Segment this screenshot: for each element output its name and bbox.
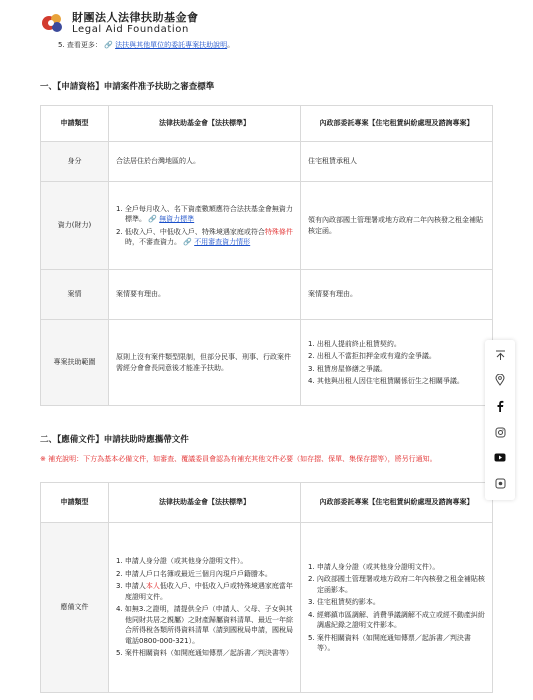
list-item: 3. 住宅租賃契約影本。 [308,598,380,606]
list-item: 4. 其他與出租人因住宅租賃關係衍生之相關爭議。 [308,377,464,385]
see-more-link[interactable]: 法扶與其他單位的委託專案扶助說明 [115,41,228,49]
cell-laf-case: 案情要有理由。 [109,270,301,320]
self-highlight-text: 本人 [145,582,160,591]
row-type-case: 案情 [41,270,109,320]
see-more-line [58,40,234,50]
header-type: 申請類型 [41,106,109,142]
list-item [116,648,293,659]
logo-org-name-zh: 財團法人法律扶助基金會 [72,10,199,24]
no-means-standard-link[interactable]: 無資力標準 [159,215,195,223]
row-type-documents: 應備文件 [41,523,109,693]
link-icon: 🔗 [183,238,192,246]
location-pin-icon[interactable] [485,371,515,389]
documents-table [40,482,493,693]
table-row [41,270,493,320]
financial-item-2-post: 時，不審查資力。 [125,238,181,246]
site-header[interactable] [40,8,199,38]
app-icon[interactable] [485,474,515,492]
cell-laf-identity: 合法居住於台灣地區的人。 [109,142,301,182]
list-item: 4. 經鄉鎮市區調解、消費爭議調解不成立或經不動產糾紛調處紀錄之證明文件影本。 [308,610,485,629]
row-type-scope: 專案扶助範圍 [41,320,109,406]
table-row [41,320,493,406]
financial-item-2-pre: 2. 低收入戶、中低收入戶、特殊境遇家庭或符合 [116,227,265,236]
cell-moi-case: 案情要有理由。 [301,270,493,320]
list-item: 5. 案件相關資料（如開庭通知傳票／起訴書／判決書等）。 [308,633,471,652]
row-type-financial: 資力(財力) [41,182,109,270]
facebook-icon[interactable] [485,397,515,415]
list-item: 1. 申請人身分證（或其他身分證明文件）。 [308,562,440,571]
financial-item-1: 1. 全戶每月收入、名下資產數額應符合法扶基金會無資力標準。 [116,204,293,223]
link-icon: 🔗 [104,41,113,49]
back-to-top-icon[interactable] [485,346,515,364]
section1-title: 一、【申請資格】申請案件准予扶助之審查標準 [40,82,215,92]
cell-moi-financial: 領有內政部國土管理署或地方政府二年內核發之租金補貼核定函。 [301,182,493,270]
list-item [116,569,293,580]
list-item: 2. 內政部國土管理署或地方政府二年內核發之租金補貼核定函影本。 [308,575,485,594]
list-item: 2. 出租人不當拒扣押金或有違約金爭議。 [308,352,436,360]
link-icon: 🔗 [148,215,157,223]
eligibility-table [40,105,493,406]
doc-item-text: 5. 案件相關資料（如開庭通知傳票／起訴書／判決書等） [116,649,293,658]
header-moi: 內政部委託專案【住宅租賃糾紛處理及諮詢專案】 [301,483,493,523]
doc-item-text: 3. 申請人 [116,582,146,591]
no-means-review-link[interactable]: 不用審查資力情形 [194,238,251,246]
table-row [41,523,493,693]
cell-moi-documents [301,523,493,693]
doc-item-text: 2. 申請人戶口名簿或最近三個月內現戶戶籍謄本。 [116,569,272,578]
list-item [116,581,293,602]
doc-item-text: 4. 如無3.之證明，請提供全戶（申請人、父母、子女與其他同財共居之親屬）之財產歸屬資料清單、最近一年綜合所得稅各類所得資料清單（請到國稅局申請，國稅局電話0800-000-321）。 [116,605,293,645]
floating-sidebar [485,340,515,500]
row-type-identity: 身分 [41,142,109,182]
special-condition-text[interactable]: 特殊條件 [264,227,293,236]
cell-laf-financial [109,182,301,270]
instagram-icon[interactable] [485,423,515,441]
list-item [116,604,293,646]
cell-laf-documents [109,523,301,693]
logo-icon [40,10,66,36]
supplement-note: ※ 補充說明：下方為基本必備文件，如審查、覆議委員會認為有補充其他文件必要（如存摺、保單、集保存摺等），將另行通知。 [40,455,437,463]
cell-moi-identity: 住宅租賃承租人 [301,142,493,182]
see-more-prefix: 5. 查看更多： [58,41,102,49]
doc-item-text: 1. 申請人身分證（或其他身分證明文件）。 [116,557,248,566]
list-item: 3. 租賃房屋修繕之爭議。 [308,364,387,373]
doc-item-text: 低收入戶、中低收入戶或特殊境遇家庭當年度證明文件。 [125,582,293,601]
table-row [41,142,493,182]
header-type: 申請類型 [41,483,109,523]
section2-title: 二、【應備文件】申請扶助時應攜帶文件 [40,435,189,445]
cell-moi-scope [301,320,493,406]
cell-laf-scope: 原則上沒有案件類型限制，但部分民事、刑事、行政案件需經分會會長同意後才能准予扶助。 [109,320,301,406]
header-moi: 內政部委託專案【住宅租賃糾紛處理及諮詢專案】 [301,106,493,142]
youtube-icon[interactable] [485,448,515,466]
logo-org-name-en: Legal Aid Foundation [72,23,189,35]
header-laf: 法律扶助基金會【法扶標準】 [109,106,301,142]
list-item [116,556,293,567]
see-more-period: 。 [227,41,235,49]
list-item: 1. 出租人提前終止租賃契約。 [308,339,401,348]
table-row [41,182,493,270]
header-laf: 法律扶助基金會【法扶標準】 [109,483,301,523]
